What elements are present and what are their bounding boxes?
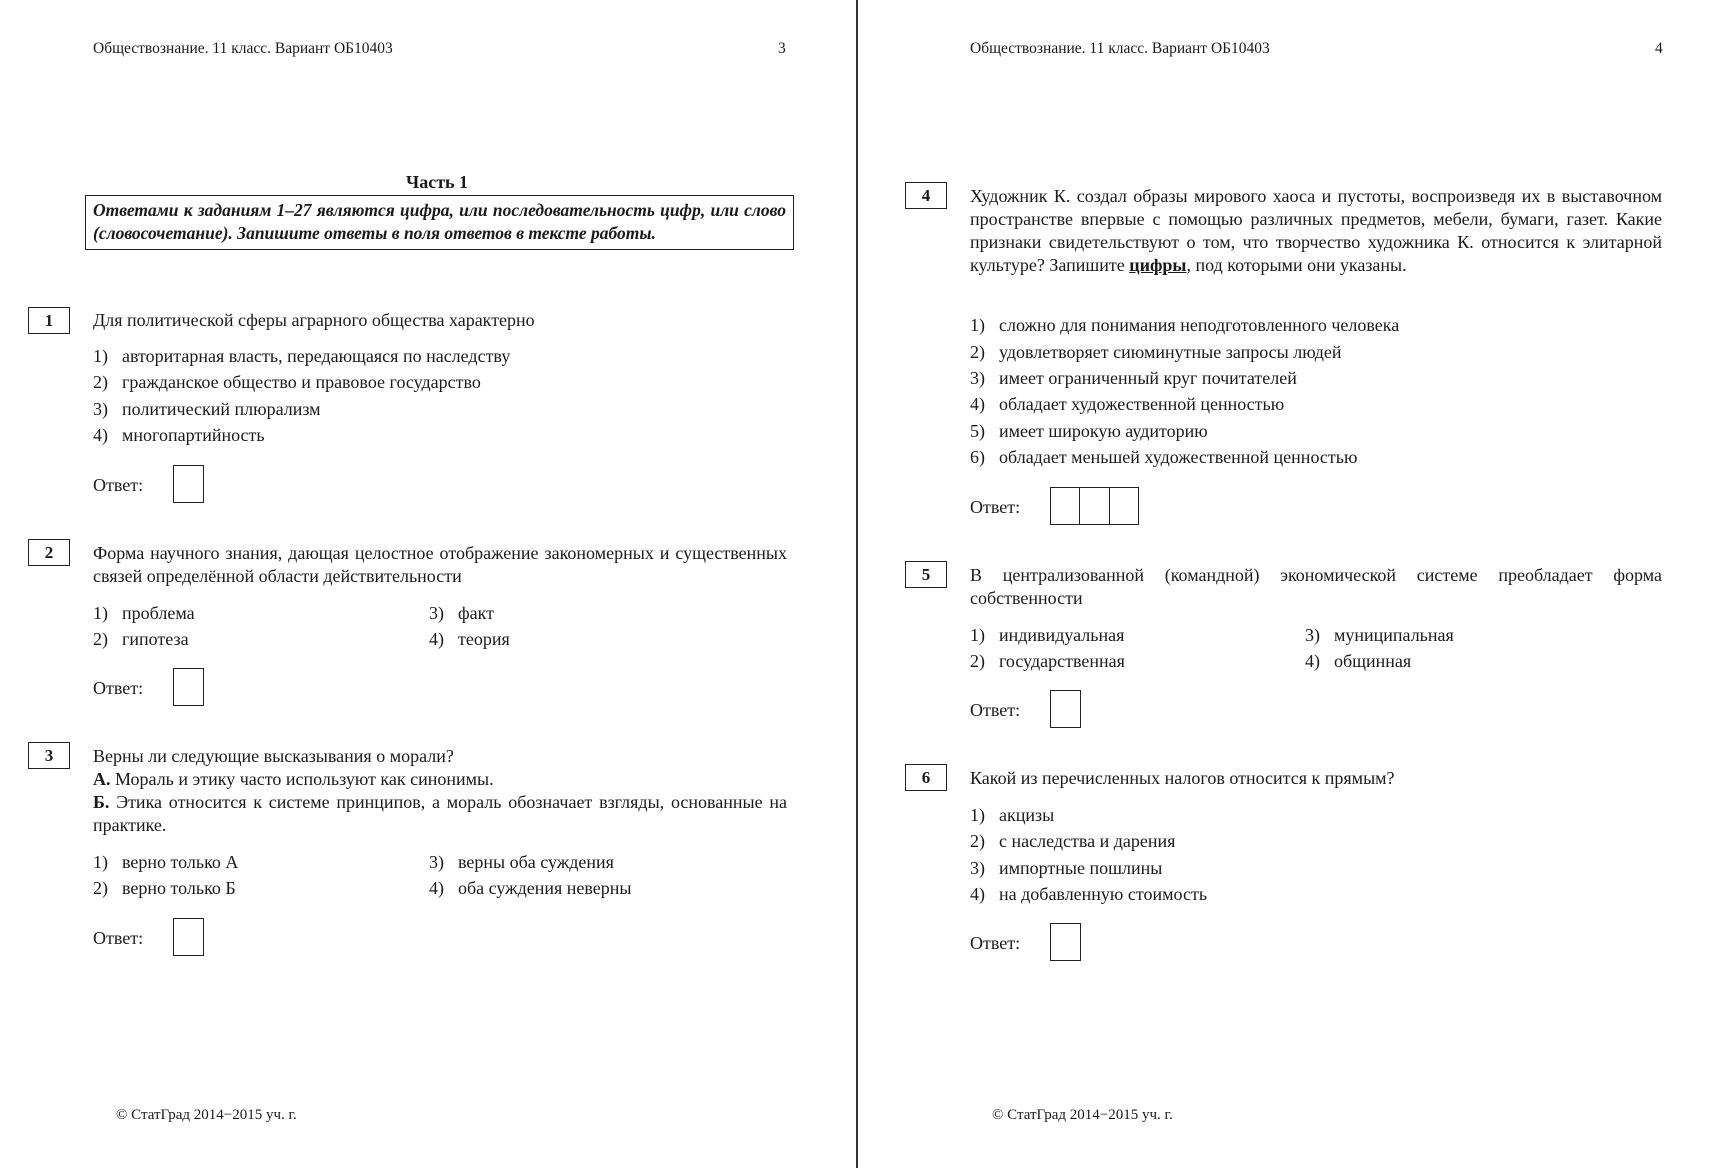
option: 6) обладает меньшей художественной ценностью <box>970 447 1358 467</box>
page-header: Обществознание. 11 класс. Вариант ОБ10403 <box>970 40 1270 57</box>
option: 3) муниципальная <box>1305 625 1454 645</box>
task-number: 4 <box>905 182 947 209</box>
option: 2) государственная <box>970 651 1125 671</box>
page-footer: © СтатГрад 2014−2015 уч. г. <box>116 1107 297 1123</box>
option: 1) авторитарная власть, передающаяся по наследству <box>93 346 511 366</box>
task-number: 1 <box>28 307 70 334</box>
option: 2) гражданское общество и правовое государство <box>93 372 481 392</box>
option: 2) верно только Б <box>93 878 236 898</box>
option: 1) сложно для понимания неподготовленного человека <box>970 315 1400 335</box>
answer-label: Ответ: <box>93 475 144 495</box>
task-question: Художник К. создал образы мирового хаоса и пустоты, воспроизведя их в выставочном пространстве впервые с помощью различных предметов, мебели, бумаги, газет. Какие признаки свидетельствуют о том, что творчество художника К. относится к элитарной культуре? Запишите цифры, под которыми они указаны. <box>970 186 1662 275</box>
page-number: 3 <box>778 40 786 57</box>
right-page <box>858 0 1712 1168</box>
answer-label: Ответ: <box>970 700 1021 720</box>
option: 3) политический плюрализм <box>93 399 321 419</box>
emphasis-word: цифры <box>1129 255 1187 275</box>
option: 5) имеет широкую аудиторию <box>970 421 1208 441</box>
page-number: 4 <box>1655 40 1663 57</box>
task-number: 6 <box>905 764 947 791</box>
answer-box[interactable] <box>173 465 204 503</box>
task-question: Для политической сферы аграрного общества характерно <box>93 310 535 330</box>
option: 1) индивидуальная <box>970 625 1125 645</box>
option: 2) удовлетворяет сиюминутные запросы людей <box>970 342 1342 362</box>
page-header: Обществознание. 11 класс. Вариант ОБ10403 <box>93 40 393 57</box>
task-question: Какой из перечисленных налогов относится к прямым? <box>970 768 1395 788</box>
option: 4) обладает художественной ценностью <box>970 394 1285 414</box>
option: 4) на добавленную стоимость <box>970 884 1208 904</box>
option: 1) верно только А <box>93 852 239 872</box>
option: 4) общинная <box>1305 651 1412 671</box>
answer-cell[interactable] <box>1110 488 1138 524</box>
answer-cell[interactable] <box>1080 488 1109 524</box>
part-title: Часть 1 <box>406 172 469 192</box>
instructions-box: Ответами к заданиям 1–27 являются цифра, или последовательность цифр, или слово (словосочетание). Запишите ответы в поля ответов в тексте работы. <box>85 195 794 250</box>
answer-box[interactable] <box>1050 923 1081 961</box>
answer-box[interactable] <box>173 918 204 956</box>
task-question: В централизованной (командной) экономической системе преобладает форма собственности <box>970 565 1662 608</box>
option: 2) гипотеза <box>93 629 189 649</box>
answer-label: Ответ: <box>970 497 1021 517</box>
option: 1) проблема <box>93 603 195 623</box>
option: 1) акцизы <box>970 805 1055 825</box>
option: 3) импортные пошлины <box>970 858 1163 878</box>
answer-box[interactable] <box>1050 690 1081 728</box>
option: 4) оба суждения неверны <box>429 878 632 898</box>
answer-box[interactable] <box>173 668 204 706</box>
statement-b: Б. Этика относится к системе принципов, а мораль обозначает взгляды, основанные на практике. <box>93 792 788 835</box>
option: 3) факт <box>429 603 495 623</box>
answer-box[interactable] <box>1050 487 1139 525</box>
task-number: 5 <box>905 561 947 588</box>
page-footer: © СтатГрад 2014−2015 уч. г. <box>992 1107 1173 1123</box>
option: 4) многопартийность <box>93 425 265 445</box>
answer-label: Ответ: <box>93 678 144 698</box>
task-question: Форма научного знания, дающая целостное отображение закономерных и существенных связей определённой области действительности <box>93 543 787 586</box>
option: 2) с наследства и дарения <box>970 831 1176 851</box>
task-number: 2 <box>28 539 70 566</box>
answer-cell[interactable] <box>1051 488 1080 524</box>
option: 4) теория <box>429 629 510 649</box>
task-question: Верны ли следующие высказывания о морали? А. Мораль и этику часто используют как синонимы. Б. Этика относится к системе принципов, а мораль обозначает взгляды, основанные на практике. <box>93 746 788 835</box>
option: 3) верны оба суждения <box>429 852 614 872</box>
task-number: 3 <box>28 742 70 769</box>
answer-label: Ответ: <box>93 928 144 948</box>
statement-a: А. Мораль и этику часто используют как синонимы. <box>93 769 494 789</box>
answer-label: Ответ: <box>970 933 1021 953</box>
option: 3) имеет ограниченный круг почитателей <box>970 368 1297 388</box>
